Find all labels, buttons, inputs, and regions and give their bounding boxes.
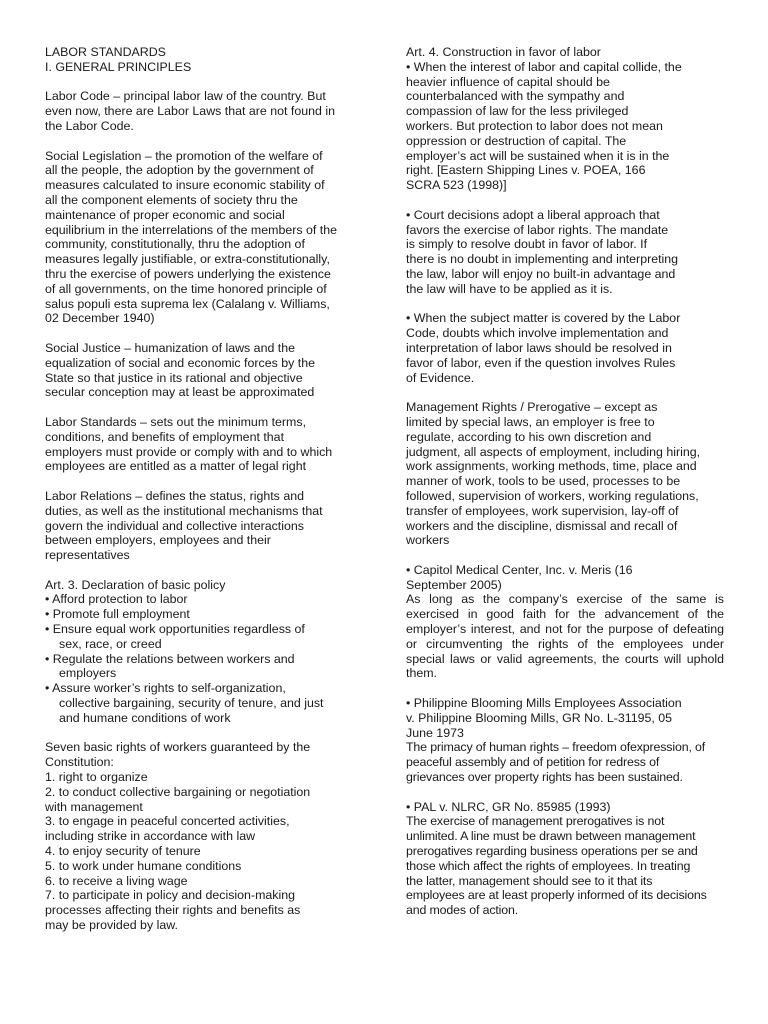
policy-item: • Promote full employment (45, 607, 190, 622)
labor-standards-paragraph: Labor Standards – sets out the minimum terms, conditions, and benefits of employment that employers must provide or comply with and to which employees are entitled as a matter of legal right (45, 414, 333, 474)
right-column (406, 45, 724, 933)
rights-item: 4. to enjoy security of tenure (45, 844, 201, 859)
case-citation: • Capitol Medical Center, Inc. v. Meris (16 September 2005) (406, 562, 633, 592)
art4-heading: Art. 4. Construction in favor of labor (406, 45, 601, 59)
section-heading: I. GENERAL PRINCIPLES (45, 59, 192, 74)
rights-item: 5. to work under humane conditions (45, 858, 242, 873)
art3-heading: Art. 3. Declaration of basic policy (45, 577, 226, 592)
art4-paragraph: • When the subject matter is covered by the Labor Code, doubts which involve implementation and interpretation of labor laws should be resolved in favor of labor, even if the question involves Rules of Evidence. (406, 311, 681, 385)
case-citation: • Philippine Blooming Mills Employees Association v. Philippine Blooming Mills, GR No. L-31195, 05 June 1973 (406, 696, 682, 740)
pal-case-block (406, 800, 724, 918)
art3-section (45, 578, 345, 726)
labor-code-paragraph: Labor Code – principal labor law of the country. But even now, there are Labor Laws that are not found in the Labor Code. (45, 89, 335, 133)
rights-item: 6. to receive a living wage (45, 873, 188, 888)
policy-item: • Ensure equal work opportunities regardless of sex, race, or creed (45, 622, 305, 651)
case-text: The exercise of management prerogatives is not unlimited. A line must be drawn between management prerogatives regarding business operations per se and those which affect the rights of employees. In treating the latter, management should see to it that its employees are at least properly informed of its decisions and modes of action. (406, 814, 707, 918)
capitol-case-block (406, 563, 724, 681)
rights-item: 2. to conduct collective bargaining or negotiation with management (45, 784, 311, 814)
case-text: The primacy of human rights – freedom ofexpression, of peaceful assembly and of petition for redress of grievances over property rights has been sustained. (406, 740, 706, 785)
rights-item: 3. to engage in peaceful concerted activities, including strike in accordance with law (45, 814, 290, 844)
rights-item: 1. right to organize (45, 770, 148, 785)
social-justice-paragraph: Social Justice – humanization of laws and the equalization of social and economic forces by the State so that justice in its rational and objective secular conception may at least be approximated (45, 340, 315, 400)
pbm-case-block (406, 696, 724, 785)
case-citation: • PAL v. NLRC, GR No. 85985 (1993) (406, 799, 611, 814)
policy-item: • Afford protection to labor (45, 592, 188, 607)
policy-item: • Regulate the relations between workers and employers (45, 651, 295, 681)
case-text: As long as the company’s exercise of the same is exercised in good faith for the advancement of the employer’s interest, and not for the purpose of defeating or circumventing the rights of the employees under special laws or valid agreements, the courts will uphold them. (406, 592, 724, 681)
left-column (45, 45, 345, 933)
rights-section (45, 740, 345, 932)
policy-item: • Assure worker’s rights to self-organization, collective bargaining, security of tenure, and just and humane conditions of work (45, 681, 324, 725)
rights-heading: Seven basic rights of workers guaranteed by the Constitution: (45, 740, 311, 770)
labor-relations-paragraph: Labor Relations – defines the status, rights and duties, as well as the institutional mechanisms that govern the individual and collective interactions between employers, employees and their representatives (45, 488, 323, 563)
art4-paragraph: • Court decisions adopt a liberal approach that favors the exercise of labor rights. The mandate is simply to resolve doubt in favor of labor. If there is no doubt in implementing and interpreting the law, labor will enjoy no built-in advantage and the law will have to be applied as it is. (406, 207, 679, 296)
social-legislation-paragraph: Social Legislation – the promotion of the welfare of all the people, the adoption by the government of measures calculated to insure economic stability of all the component elements of society thru the maintenance of proper economic and social equilibrium in the interrelations of the members of the community, constitutionally, thru the adoption of measures legally justifiable, or extra-constitutionally, thru the exercise of powers underlying the existence of all governments, on the time honored principle of salus populi esta suprema lex (Calalang v. Williams, 02 December 1940) (45, 148, 338, 326)
art4-paragraph: • When the interest of labor and capital collide, the heavier influence of capital should be counterbalanced with the sympathy and compassion of law for the less privileged workers. But protection to labor does not mean oppression or destruction of capital. The employer’s act will be sustained when it is in the right. [Eastern Shipping Lines v. POEA, 166 SCRA 523 (1998)] (406, 59, 682, 193)
management-rights-paragraph: Management Rights / Prerogative – except as limited by special laws, an employer is free to regulate, according to his own discretion and judgment, all aspects of employment, including hiring, work assignments, working methods, time, place and manner of work, tools to be used, processes to be followed, supervision of workers, working regulations, transfer of employees, work supervision, lay-off of workers and the discipline, dismissal and recall of workers (406, 400, 701, 548)
rights-item: 7. to participate in policy and decision-making processes affecting their rights and benefits as may be provided by law. (45, 888, 301, 933)
document-title: LABOR STANDARDS (45, 45, 166, 59)
